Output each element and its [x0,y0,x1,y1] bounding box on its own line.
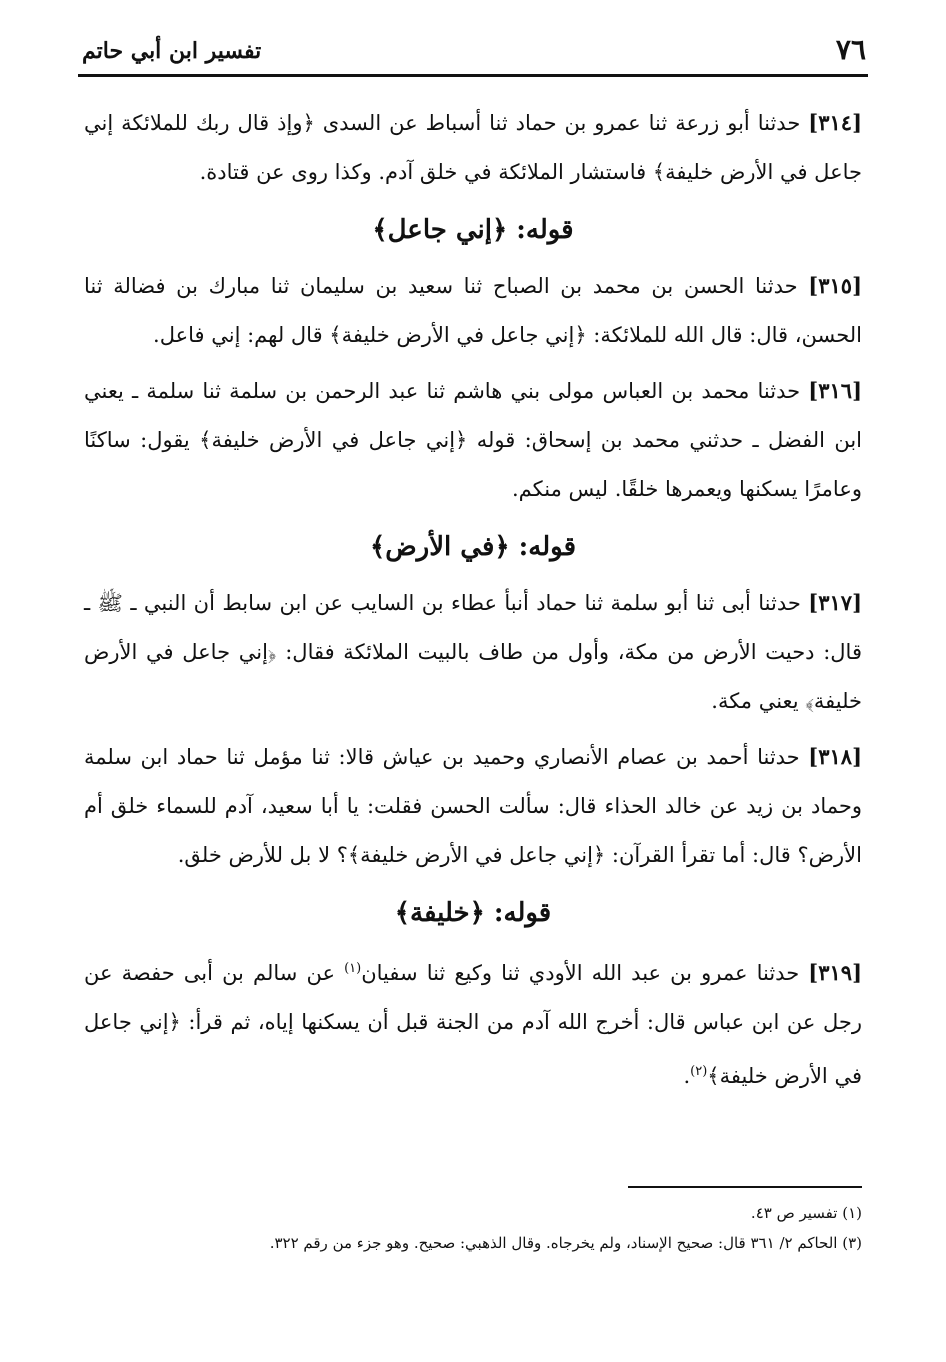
paragraph-315 [84,261,862,360]
paragraph-316 [84,366,862,514]
footnote-marker: (١) [344,961,362,976]
report-text: حدثنا محمد بن العباس مولى بني هاشم ثنا عبد الرحمن بن سلمة ثنا سلمة ـ يعني ابن الفضل ـ حدثني محمد بن إسحاق: قوله ﴿إني جاعل في الأرض خليفة﴾ يقول: ساكنًا وعامرًا يسكنها ويعمرها خلقًا. ليس منكم. [84,379,862,501]
paragraph-319 [84,944,862,1101]
report-text: حدثنا أبو زرعة ثنا عمرو بن حماد ثنا أسباط عن السدى ﴿وإذ قال ربك للملائكة إني جاعل في الأرض خليفة﴾ فاستشار الملائكة في خلق آدم. وكذا روى عن قتادة. [84,111,862,184]
footnote-marker: (٢) [690,1064,708,1079]
paragraph-317 [84,578,862,726]
report-text: حدثنا أحمد بن عصام الأنصاري وحميد بن عياش قالا: ثنا مؤمل ثنا حماد ابن سلمة وحماد بن زيد عن خالد الحذاء قال: سألت الحسن فقلت: يا أبا سعيد، آدم للسماء خلق أم الأرض؟ قال: أما تقرأ القرآن: ﴿إني جاعل في الأرض خليفة﴾؟ لا بل للأرض خلق. [84,745,862,867]
report-number: [٣١٧] [808,590,862,615]
report-number: [٣١٥] [808,273,862,298]
footnotes [120,1198,862,1258]
section-heading-inni-jail: قوله: ﴿إني جاعل﴾ [372,215,574,245]
page-header [78,32,868,70]
report-text: حدثنا عمرو بن عبد الله الأودي ثنا وكيع ثنا سفيان [361,961,809,985]
report-text: . [683,1064,691,1088]
report-text: حدثنا أبى ثنا أبو سلمة ثنا حماد أنبأ عطاء بن السايب عن ابن سابط أن النبي ـ ﷺ ـ قال: دحيت الأرض من مكة، وأول من طاف بالبيت الملائكة فقال: ﴿إني جاعل في الأرض خليفة﴾ يعني مكة. [84,591,862,713]
page-number: ٧٦ [835,33,866,66]
footnote-rule [628,1186,862,1188]
paragraph-318 [84,732,862,880]
report-number: [٣١٤] [808,110,862,135]
paragraph-314 [84,98,862,197]
report-number: [٣١٦] [808,378,862,403]
section-heading-fil-ard: قوله: ﴿في الأرض﴾ [369,532,577,562]
section-heading-khalifa: قوله: ﴿خليفة﴾ [394,898,552,928]
report-number: [٣١٩] [808,960,862,985]
header-rule [78,74,868,77]
report-text: عن سالم بن أبى حفصة عن رجل عن ابن عباس قال: أخرج الله آدم من الجنة قبل أن يسكنها إياه، ثم قرأ: ﴿إني جاعل في الأرض خليفة﴾ [84,961,862,1088]
report-text: حدثنا الحسن بن محمد بن الصباح ثنا سعيد بن سليمان ثنا مبارك بن فضالة ثنا الحسن، قال: قال الله للملائكة: ﴿إني جاعل في الأرض خليفة﴾ قال لهم: إني فاعل. [84,274,862,347]
report-number: [٣١٨] [808,744,862,769]
running-title: تفسير ابن أبي حاتم [82,38,262,64]
footnote-item: (١) تفسير ص ٤٣. [750,1204,862,1222]
footnote-item: (٣) الحاكم ٢/ ٣٦١ قال: صحيح الإسناد، ولم يخرجاه. وقال الذهبي: صحيح. وهو جزء من رقم ٣٢٢. [269,1234,862,1252]
page-body [84,98,862,1107]
